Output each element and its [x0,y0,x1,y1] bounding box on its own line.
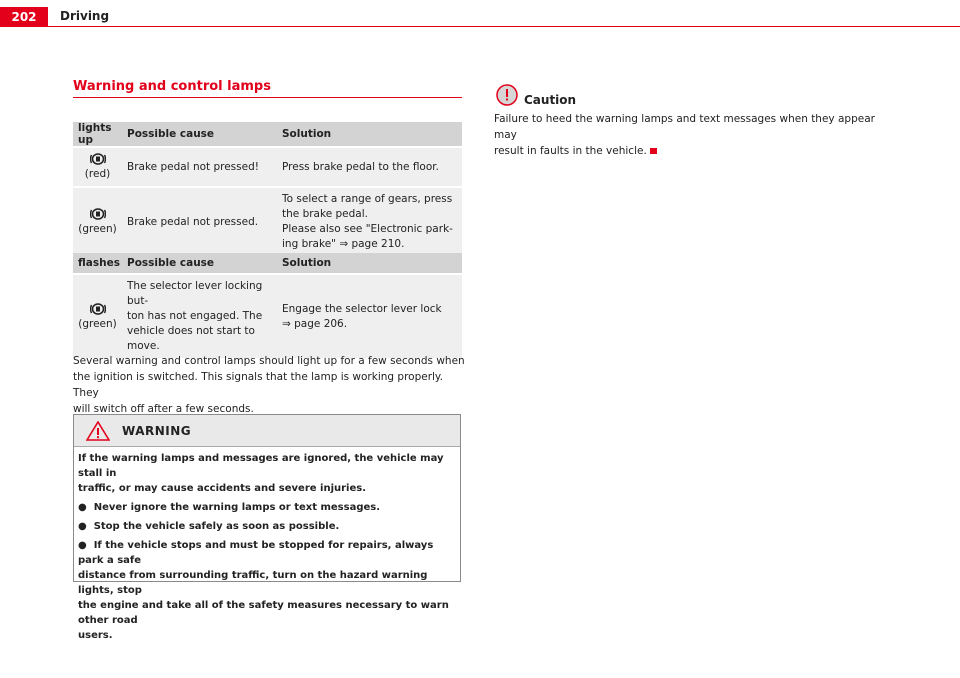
cause-line: vehicle does not start to [127,325,255,337]
end-of-section-marker [650,148,657,154]
warning-line: traffic, or may cause accidents and severe injuries. [78,483,367,494]
solution-cell [277,274,462,358]
solution-line: ⇒ page 206. [282,317,348,330]
table-header-row [73,253,462,274]
brake-pedal-lamp-icon [90,303,106,315]
lamp-cell [73,147,122,187]
solution-line: ing brake" ⇒ page 210. [282,238,405,250]
warning-header [74,415,460,447]
cause-line: ton has not engaged. The [127,310,263,322]
table-header-cell: flashes [73,253,122,274]
caution-text [494,111,894,159]
warning-line: If the warning lamps and messages are ignored, the vehicle may stall in [78,453,444,479]
table-row [73,274,462,358]
flashes-table [73,253,462,358]
lamp-cell [73,187,122,256]
paragraph-line: Several warning and control lamps should light up for a few seconds when [73,355,465,367]
section-title: Warning and control lamps [73,79,271,94]
warning-body [74,447,460,643]
solution-cell [277,187,462,256]
bullet-icon: ● [78,521,87,532]
header-divider [48,26,960,27]
paragraph-line: will switch off after a few seconds. [73,403,254,415]
bullet-icon: ● [78,502,87,513]
table-row [73,147,462,187]
warning-intro [78,451,456,496]
bullet-text: Stop the vehicle safely as soon as possible. [93,521,340,532]
bullet-icon: ● [78,540,87,551]
brake-pedal-lamp-icon [90,153,106,165]
brake-pedal-lamp-icon [90,208,106,220]
table-header-cell: Possible cause [122,122,277,147]
solution-line: Engage the selector lever lock [282,302,442,315]
page-number: 202 [0,7,48,27]
solution-line: Please also see "Electronic park- [282,223,453,235]
solution-cell: Press brake pedal to the floor. [277,147,462,187]
cause-cell: Brake pedal not pressed. [122,187,277,256]
chapter-title: Driving [60,9,110,23]
warning-triangle-icon [86,421,110,441]
lamp-color-label: (green) [78,317,117,330]
solution-line: To select a range of gears, press [282,193,453,205]
lights-up-table [73,122,462,256]
caution-line: Failure to heed the warning lamps and text messages when they appear may [494,113,875,141]
warning-bullet [78,500,456,515]
lamp-color-label: (green) [78,223,117,235]
warning-bullet [78,538,456,643]
caution-line: result in faults in the vehicle. [494,145,647,157]
bullet-text: Never ignore the warning lamps or text messages. [93,502,381,513]
lamp-color-label: (red) [84,168,111,180]
paragraph-line: the ignition is switched. This signals that the lamp is working properly. They [73,371,443,399]
bullet-text: the engine and take all of the safety measures necessary to warn other road [78,600,449,626]
cause-cell: Brake pedal not pressed! [122,147,277,187]
bullet-text: distance from surrounding traffic, turn on the hazard warning lights, stop [78,570,428,596]
caution-exclamation-icon [496,84,518,106]
lamp-cell [73,274,122,358]
table-header-cell: lights up [73,122,122,147]
cause-line: move. [127,340,160,352]
bullet-text: If the vehicle stops and must be stopped for repairs, always park a safe [78,540,434,566]
table-row [73,187,462,256]
cause-cell [122,274,277,358]
cause-line: The selector lever locking but- [127,280,263,307]
warning-title: WARNING [122,424,192,438]
bullet-text: users. [78,630,113,641]
table-header-cell: Solution [277,122,462,147]
caution-title: Caution [524,93,577,107]
warning-box [73,414,461,641]
section-divider [73,97,462,98]
solution-line: the brake pedal. [282,208,368,220]
warning-bullet [78,519,456,534]
page-header [0,0,960,27]
table-header-cell: Possible cause [122,253,277,274]
table-header-row [73,122,462,147]
body-paragraph [73,353,465,417]
table-header-cell: Solution [277,253,462,274]
